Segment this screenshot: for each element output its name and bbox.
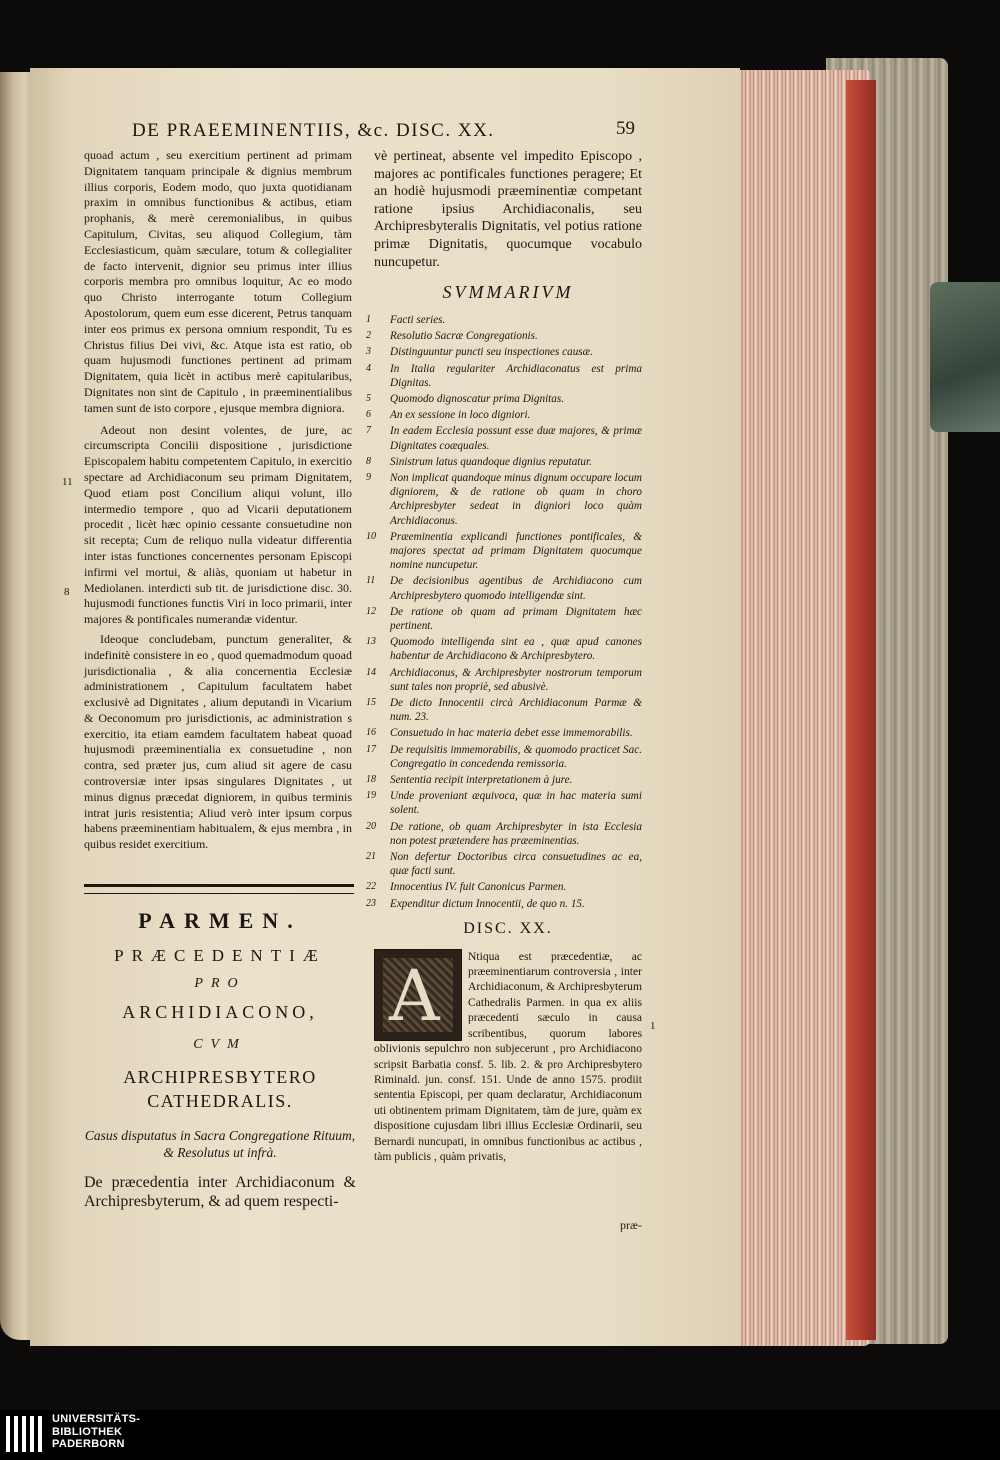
summarium-item	[366, 696, 642, 724]
summarium-text: In Italia regulariter Archidiaconatus est prima Dignitas.	[390, 362, 642, 389]
initial-letter: A	[389, 954, 440, 1037]
summarium-number: 7	[366, 425, 371, 437]
summarium-number: 21	[366, 851, 376, 863]
case-question: De præcedentia inter Archidiaconum & Archipresbyterum, & ad quem respecti-	[84, 1174, 356, 1210]
title-line: ARCHIPRESBYTERO CATHEDRALIS.	[123, 1067, 317, 1111]
library-footer	[0, 1410, 1000, 1460]
title-line: PRÆCEDENTIÆ	[114, 946, 326, 965]
summarium-title: SVMMARIVM	[442, 282, 574, 303]
left-column	[84, 148, 352, 853]
summarium-text: De ratione, ob quam Archipresbyter in ista Ecclesia non potest prætendere has præeminentias.	[390, 820, 642, 847]
left-paragraph-3: Ideoque concludebam, punctum generaliter, & indefinitè consistere in eo , quod quemadmodum quoad jurisdictionalia , & alia concernentia Ecclesiæ administrationem , Capitulum facultatem habet exclusivè ad Dignitates , alium deputandi in Vicarium & Oeconomum pro jurisdictionis, ac administration s exercitio, ita etiam eamdem facultatem habeat quoad hujusmodi præeminentialia ex consuetudine , non contra, sed præter jus, cum aliud sit agere de casu controversiæ inter ipsas singulares Dignitates , ut minus dignus præcedat digniorem, in quibus terminis intrat juris resistentia; Aliud verò inter ipsum corpus habens præeminentiam habitualem, & ejus membra , in quibus residet exercitium.	[84, 631, 352, 852]
summarium-number: 17	[366, 743, 376, 755]
margin-number: 8	[64, 586, 70, 598]
summarium-number: 14	[366, 666, 376, 678]
summarium-number: 23	[366, 897, 376, 909]
summarium-text: Facti series.	[390, 313, 446, 326]
summarium-number: 13	[366, 636, 376, 648]
summarium-text: Quomodo dignoscatur prima Dignitas.	[390, 392, 565, 405]
summarium-number: 9	[366, 471, 371, 483]
summarium-text: Præeminentia explicandi functiones pontificales, & majores spectat ad primam Dignitatem quocumque nomine nuncupetur.	[390, 530, 642, 572]
summarium-text: Sinistrum latus quandoque dignius reputatur.	[390, 455, 592, 468]
left-paragraph-2: Adeout non desint volentes, de jure, ac circumscripta Concilii dispositione , jurisdictione Episcopalem habitu competentem Capitulo, in exercitio spectare ad Archidiaconum seu primam Dignitatem, Quod etiam post Concilium aliqui volunt, illo intermedio tempore , quo ad Vicarii deputationem procedit , licèt hæc opinio cessante consuetudine non sit recepta; Cum de reliquo nulla videatur differentia inter istas functiones concernentes personam Episcopi infirmi vel mortui, & aliàs, quoniam ut habetur in Mediolanen. interdicti sub tit. de jurisdictione disc. 30. hujusmodi functiones functis Viri in loco primarii, inter majores & pontificales numerandæ videntur.	[84, 422, 352, 627]
summarium-number: 10	[366, 530, 376, 542]
summarium-number: 22	[366, 881, 376, 893]
summarium-text: Non implicat quandoque minus dignum occupare locum digniorem, & de ratione ob quam in choro Archipresbyter sedeat in digniori loco quàm Archidiaconus.	[390, 471, 642, 527]
summarium-number: 8	[366, 455, 371, 467]
summarium-number: 5	[366, 392, 371, 404]
library-name	[52, 1413, 140, 1451]
summarium-text: Sententia recipit interpretationem à jure.	[390, 774, 573, 787]
summarium-text: Innocentius IV. fuit Canonicus Parmen.	[390, 881, 567, 894]
summarium-number: 19	[366, 790, 376, 802]
summarium-item	[366, 726, 642, 740]
library-name-line: BIBLIOTHEK	[52, 1425, 123, 1438]
catchword: præ-	[620, 1218, 642, 1232]
summarium-text: Resolutio Sacræ Congregationis.	[390, 330, 538, 343]
summarium-item	[366, 329, 642, 343]
summarium-item	[366, 530, 642, 573]
red-edge	[846, 80, 876, 1340]
right-intro: vè pertineat, absente vel impedito Episcopo , majores ac pontificales functiones peragere; Et an hodiè hujusmodi præeminentiæ competant ratione ipsius Archidiaconalis, seu Archipresbyteralis Dignitatis, vel potius ratione primæ Dignitatis, quocumque vocabulo nuncupetur.	[374, 149, 642, 270]
title-line: CVM	[193, 1037, 247, 1052]
summarium-list	[366, 313, 642, 911]
disc-text: Ntiqua est præcedentiæ, ac præeminentiarum controversia , inter Archidiaconum, & Archipresbyterum Cathedralis Parmen. in qua ex aliis præcedenti sæculo in causa scribentibus, quorum labores oblivionis sepulchro non subjecerunt , pro Archidiacono scripsit Barbatia consf. 5. lib. 2. & pro Archipresbytero Riminald. jun. consf. 151. Unde de anno 1575. prodiit sententia Episcopi, per quam declaratur, Archidiaconum uti obtinentem primam Dignitatem, tàm de jure, quàm ex dispositione cujusdam libri illius Ecclesiæ Ordinarii, seu Bernardi nuncupati, in omnibus functionibus ac actibus , tàm publicis , quàm privatis,	[374, 949, 642, 1163]
summarium-text: De dicto Innocentii circà Archidiaconum Parmæ & num. 23.	[390, 697, 642, 724]
summarium-item	[366, 471, 642, 528]
summarium-item	[366, 345, 642, 359]
summarium-text: Archidiaconus, & Archipresbyter nostrorum temporum sunt tales non propriè, sed abusivè.	[390, 666, 642, 693]
summarium-number: 1	[366, 313, 371, 325]
summarium-item	[366, 773, 642, 787]
case-title-block	[84, 904, 356, 1211]
summarium-number: 18	[366, 774, 376, 786]
running-head: DE PRAEEMINENTIIS, &c. DISC. XX.	[132, 120, 495, 141]
summarium-item	[366, 789, 642, 817]
library-name-line: UNIVERSITÄTS-	[52, 1413, 141, 1425]
library-logo-icon	[6, 1416, 46, 1452]
summarium-item	[366, 666, 642, 694]
summarium-item	[366, 362, 642, 390]
summarium-text: Expenditur dictum Innocentii, de quo n. 15.	[390, 897, 585, 910]
summarium-item	[366, 850, 642, 878]
page-number: 59	[616, 118, 635, 139]
summarium-number: 4	[366, 362, 371, 374]
disc-title: DISC. XX.	[463, 919, 553, 937]
title-line: PARMEN.	[138, 908, 302, 933]
summarium-item	[366, 392, 642, 406]
summarium-text: In eadem Ecclesia possunt esse duæ majores, & primæ Dignitates coæquales.	[390, 425, 642, 452]
summarium-number: 2	[366, 330, 371, 342]
summarium-number: 3	[366, 346, 371, 358]
summarium-item	[366, 455, 642, 469]
summarium-text: Non defertur Doctoribus circa consuetudines ac ea, quæ facti sunt.	[390, 851, 642, 878]
summarium-text: Unde proveniant æquivoca, quæ in hac materia sumi solent.	[390, 790, 642, 817]
summarium-item	[366, 313, 642, 327]
summarium-text: Quomodo intelligenda sint ea , quæ apud canones habentur de Archidiacono & Archipresbytero.	[390, 636, 642, 663]
summarium-text: De requisitis immemorabilis, & quomodo practicet Sac. Congregatio in concedenda remissoria.	[390, 743, 642, 770]
summarium-item	[366, 820, 642, 848]
summarium-item	[366, 897, 642, 911]
summarium-number: 12	[366, 605, 376, 617]
right-column	[366, 148, 642, 1164]
summarium-text: De decisionibus agentibus de Archidiacono cum Archipresbytero quomodo intelligendæ sint.	[390, 575, 642, 602]
library-name-line: PADERBORN	[52, 1438, 125, 1451]
left-paragraph-1: quoad actum , seu exercitium pertinent ad primam Dignitatem tanquam principale & dignius membrum illius corporis, Eodem modo, quo juxta quotidianam praxim in omnibus functionibus & actibus, etiam prophanis, & merè ceremonialibus, in quibus Capitulum, Civitas, seu aliquod Collegium, tàm Ecclesiasticum, quàm sæculare, totum & collegialiter de facto intervenit, dignior seu primus inter illius corporis membra pro omnibus loquitur, Ac eo modo quo Christo interrogante totum Collegium Apostolorum, quem eum esse dicerent, Petrus tanquam inter eos primus ex persona omnium respondit, Tu es Christus filius Dei vivi, &c. Atque ista est ratio, ob quam hujusmodi functiones pertinent ad primam Dignitatem, quia licèt in actibus merè capitularibus, Dignitates non sint de Capitulo , in præeminentialibus tamen sunt de isto corpore , ejusque membra digniora.	[84, 148, 352, 415]
summarium-item	[366, 635, 642, 663]
summarium-number: 15	[366, 697, 376, 709]
decorated-initial	[374, 949, 462, 1041]
summarium-number: 20	[366, 820, 376, 832]
summarium-item	[366, 743, 642, 771]
margin-number: 1	[650, 1020, 656, 1032]
summarium-text: An ex sessione in loco digniori.	[390, 409, 531, 422]
summarium-number: 11	[366, 575, 376, 587]
summarium-text: Consuetudo in hac materia debet esse immemorabilis.	[390, 727, 633, 740]
section-rule	[84, 884, 354, 894]
margin-number: 11	[62, 476, 73, 488]
summarium-item	[366, 424, 642, 452]
summarium-text: De ratione ob quam ad primam Dignitatem hæc pertinent.	[390, 605, 642, 633]
summarium-item	[366, 605, 642, 633]
summarium-item	[366, 880, 642, 894]
title-line: PRO	[194, 976, 246, 991]
case-subtitle: Casus disputatus in Sacra Congregatione Rituum, & Resolutus ut infrà.	[84, 1128, 356, 1160]
summarium-number: 6	[366, 409, 371, 421]
title-line: ARCHIDIACONO,	[122, 1002, 318, 1022]
metal-clasp	[930, 282, 1000, 432]
summarium-text: Distinguuntur puncti seu inspectiones causæ.	[390, 346, 593, 359]
summarium-number: 16	[366, 727, 376, 739]
summarium-item	[366, 408, 642, 422]
summarium-item	[366, 574, 642, 602]
